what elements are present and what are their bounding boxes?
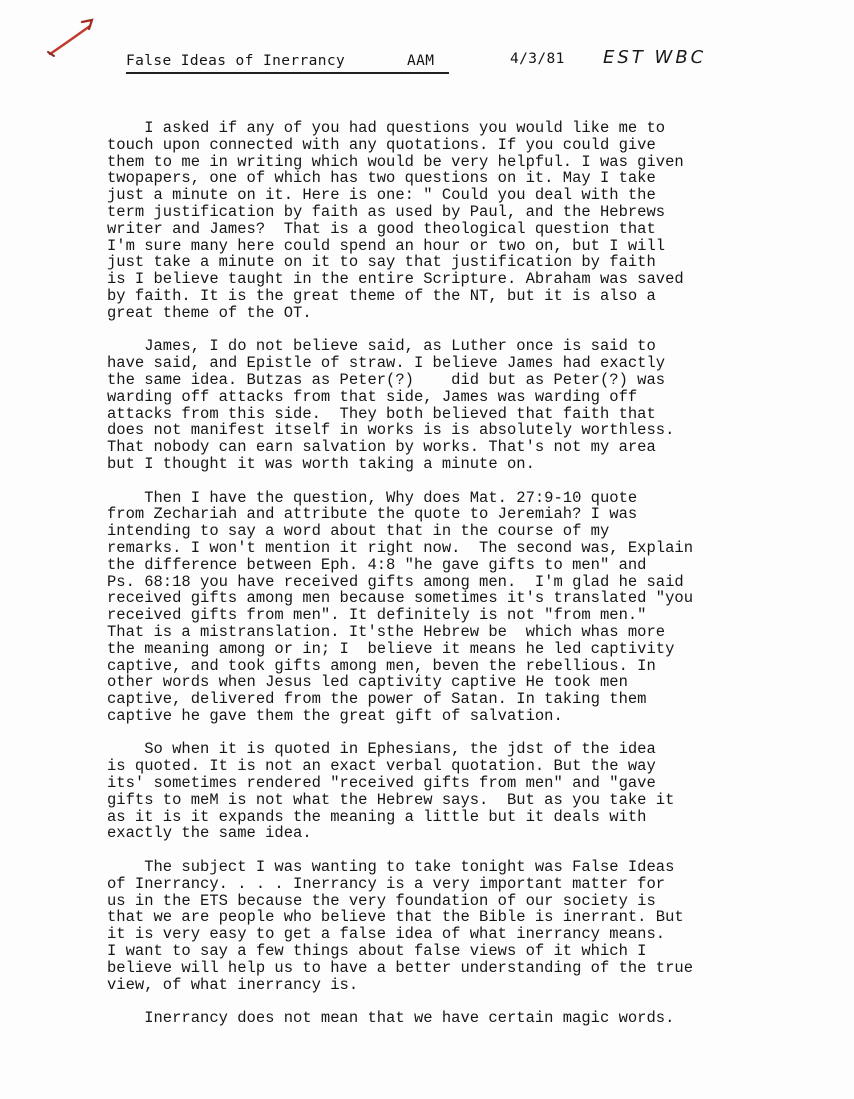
text-line: attacks from this side. They both believed that faith that bbox=[107, 404, 656, 423]
text-line: have said, and Epistle of straw. I believe James had exactly bbox=[107, 354, 666, 373]
text-line: twopapers, one of which has two questions on it. May I take bbox=[107, 169, 656, 188]
text-line: believe will help us to have a better understanding of the true bbox=[107, 958, 693, 977]
paragraph-gap bbox=[107, 725, 787, 742]
handwritten-note: EST WBC bbox=[603, 47, 707, 68]
text-line: of Inerrancy. . . . Inerrancy is a very important matter for bbox=[107, 874, 666, 893]
text-line: intending to say a word about that in the course of my bbox=[107, 522, 610, 541]
document-title: False Ideas of Inerrancy bbox=[126, 53, 346, 69]
author-initials: AAM bbox=[407, 53, 435, 69]
text-line: by faith. It is the great theme of the NT, but it is also a bbox=[107, 286, 656, 305]
text-line: captive, delivered from the power of Satan. In taking them bbox=[107, 690, 647, 709]
paragraph-gap bbox=[107, 993, 787, 1010]
text-line: Ps. 68:18 you have received gifts among men. I'm glad he said bbox=[107, 572, 684, 591]
text-line: received gifts from men". It definitely is not "from men." bbox=[107, 606, 647, 625]
text-line: it is very easy to get a false idea of what inerrancy means. bbox=[107, 925, 666, 944]
text-line: just take a minute on it to say that justification by faith bbox=[107, 253, 656, 272]
text-line: I want to say a few things about false views of it which I bbox=[107, 942, 647, 961]
text-line: from Zechariah and attribute the quote to Jeremiah? I was bbox=[107, 505, 638, 524]
text-line: does not manifest itself in works is is absolutely worthless. bbox=[107, 421, 675, 440]
text-line: but I thought it was worth taking a minute on. bbox=[107, 454, 535, 473]
text-line: us in the ETS because the very foundation of our society is bbox=[107, 891, 656, 910]
text-line: them to me in writing which would be very helpful. I was given bbox=[107, 152, 684, 171]
text-line: gifts to meM is not what the Hebrew says. But as you take it bbox=[107, 790, 675, 809]
text-line: That nobody can earn salvation by works. That's not my area bbox=[107, 438, 656, 457]
paragraph bbox=[107, 859, 787, 993]
document-header bbox=[0, 47, 854, 80]
text-line: other words when Jesus led captivity captive He took men bbox=[107, 673, 628, 692]
text-line: So when it is quoted in Ephesians, the jdst of the idea bbox=[107, 740, 656, 759]
paragraph-gap bbox=[107, 842, 787, 859]
title-underline bbox=[126, 72, 449, 74]
document-body bbox=[107, 120, 787, 1027]
text-line: received gifts among men because sometimes it's translated "you bbox=[107, 589, 693, 608]
text-line: is quoted. It is not an exact verbal quotation. But the way bbox=[107, 757, 656, 776]
text-line: James, I do not believe said, as Luther once is said to bbox=[107, 337, 656, 356]
text-line: warding off attacks from that side, James was warding off bbox=[107, 387, 638, 406]
text-line: captive, and took gifts among men, beven the rebellious. In bbox=[107, 656, 656, 675]
text-line: just a minute on it. Here is one: " Could you deal with the bbox=[107, 186, 656, 205]
document-date: 4/3/81 bbox=[510, 51, 565, 67]
paragraph-gap bbox=[107, 322, 787, 339]
text-line: That is a mistranslation. It'sthe Hebrew be which whas more bbox=[107, 622, 666, 641]
text-line: term justification by faith as used by Paul, and the Hebrews bbox=[107, 202, 666, 221]
paragraph bbox=[107, 338, 787, 472]
text-line: that we are people who believe that the Bible is inerrant. But bbox=[107, 908, 684, 927]
paragraph bbox=[107, 1010, 787, 1027]
text-line: remarks. I won't mention it right now. The second was, Explain bbox=[107, 538, 693, 557]
text-line: Inerrancy does not mean that we have certain magic words. bbox=[107, 1009, 675, 1028]
text-line: I asked if any of you had questions you would like me to bbox=[107, 119, 666, 137]
text-line: touch upon connected with any quotations. If you could give bbox=[107, 135, 656, 154]
paragraph bbox=[107, 490, 787, 725]
text-line: writer and James? That is a good theological question that bbox=[107, 219, 656, 238]
text-line: as it is it expands the meaning a little but it deals with bbox=[107, 807, 647, 826]
text-line: the difference between Eph. 4:8 "he gave gifts to men" and bbox=[107, 555, 647, 574]
text-line: is I believe taught in the entire Scripture. Abraham was saved bbox=[107, 270, 684, 289]
text-line: the meaning among or in; I believe it means he led captivity bbox=[107, 639, 675, 658]
paragraph-gap bbox=[107, 473, 787, 490]
text-line: captive he gave them the great gift of salvation. bbox=[107, 706, 563, 725]
text-line: Then I have the question, Why does Mat. 27:9-10 quote bbox=[107, 488, 638, 507]
text-line: The subject I was wanting to take tonight was False Ideas bbox=[107, 858, 675, 877]
text-line: view, of what inerrancy is. bbox=[107, 975, 359, 994]
paragraph bbox=[107, 120, 787, 322]
paragraph bbox=[107, 741, 787, 842]
text-line: its' sometimes rendered "received gifts from men" and "gave bbox=[107, 774, 656, 793]
text-line: exactly the same idea. bbox=[107, 824, 312, 843]
text-line: I'm sure many here could spend an hour or two on, but I will bbox=[107, 236, 666, 255]
text-line: the same idea. Butzas as Peter(?) did but as Peter(?) was bbox=[107, 370, 666, 389]
text-line: great theme of the OT. bbox=[107, 303, 312, 322]
